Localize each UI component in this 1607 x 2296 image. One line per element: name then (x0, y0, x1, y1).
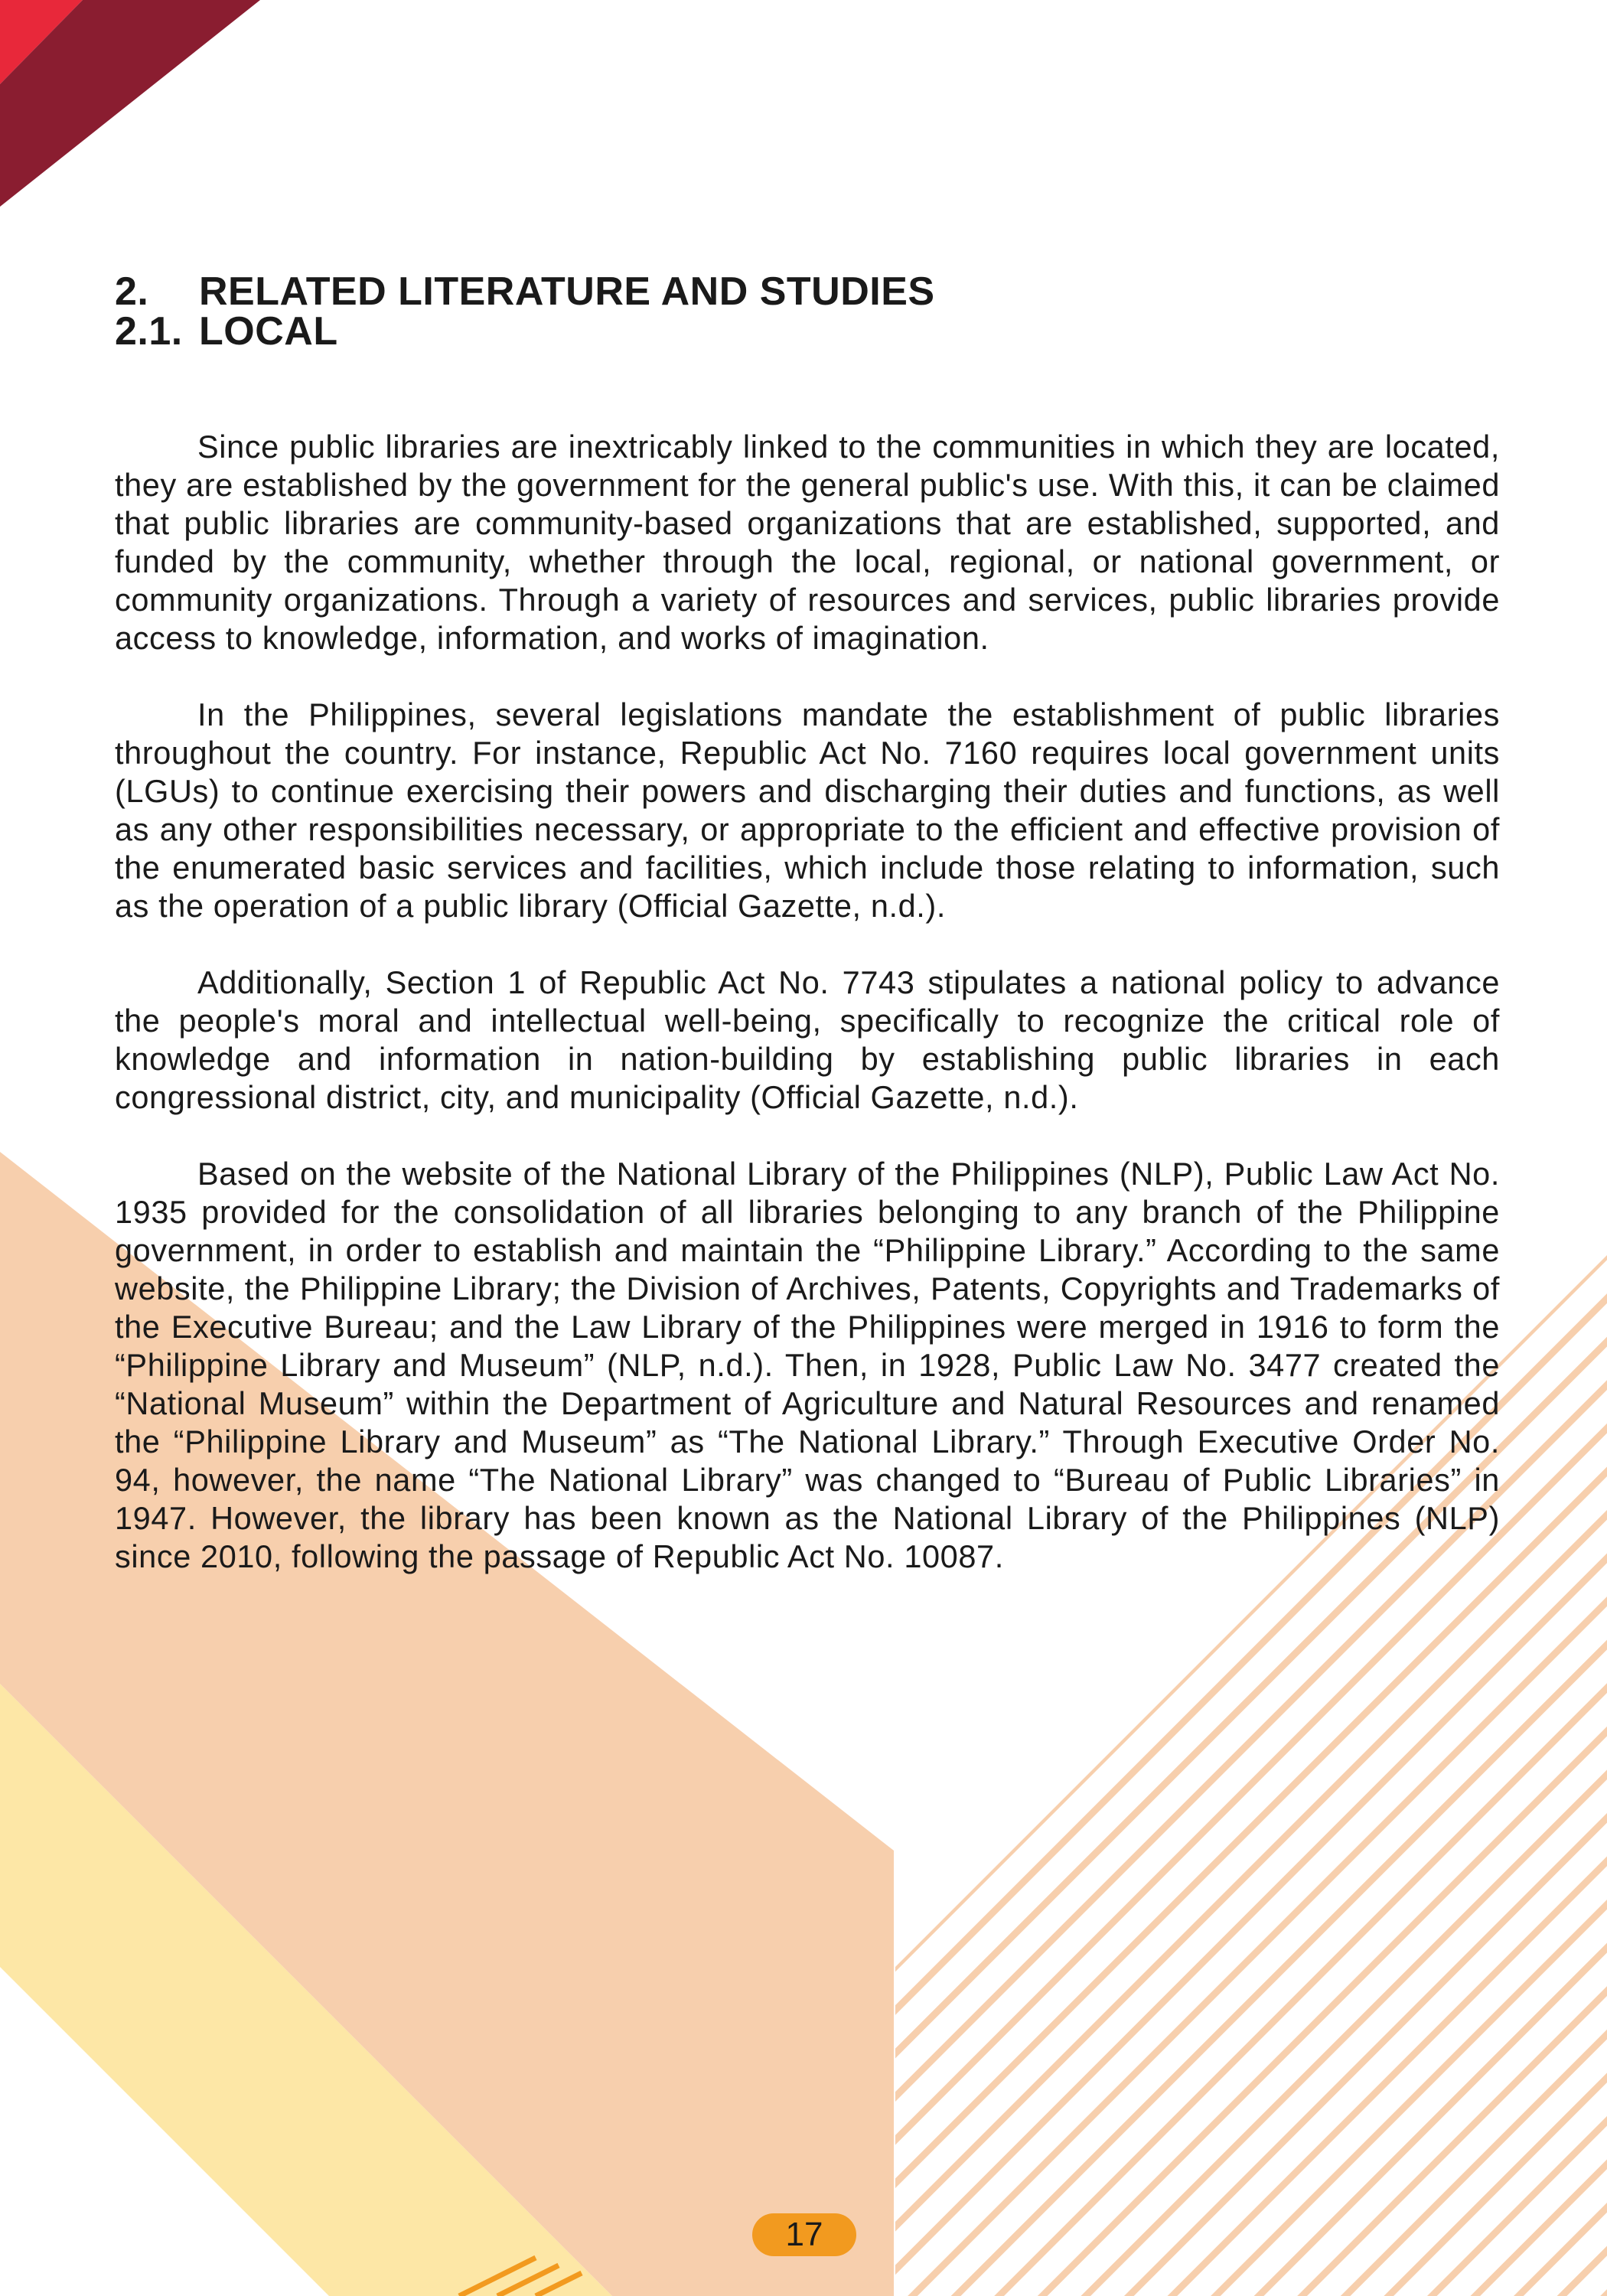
paragraph-4: Based on the website of the National Library of the Philippines (NLP), Public Law Act No. 1935 provided for the consolidation of all libraries belonging to any branch of the Philippine government, in order to establish and maintain the “Philippine Library.” According to the same website, the Philippine Library; the Division of Archives, Patents, Copyrights and Trademarks of the Executive Bureau; and the Law Library of the Philippines were merged in 1916 to form the “Philippine Library and Museum” (NLP, n.d.). Then, in 1928, Public Law No. 3477 created the “National Museum” within the Department of Agriculture and Natural Resources and renamed the “Philippine Library and Museum” as “The National Library.” Through Executive Order No. 94, however, the name “The National Library” was changed to “Bureau of Public Libraries” in 1947. However, the library has been known as the National Library of the Philippines (NLP) since 2010, following the passage of Republic Act No. 10087. (115, 1156, 1500, 1574)
paragraph-2: In the Philippines, several legislations mandate the establishment of public libraries throughout the country. For instance, Republic Act No. 7160 requires local government units (LGUs) to continue exercising their powers and discharging their duties and functions, as well as any other responsibilities necessary, or appropriate to the efficient and effective provision of the enumerated basic services and facilities, which include those relating to information, such as the operation of a public library (Official Gazette, n.d.). (115, 696, 1500, 924)
body-text (115, 428, 1500, 1576)
section-title: RELATED LITERATURE AND STUDIES (199, 269, 935, 314)
paragraph-3: Additionally, Section 1 of Republic Act No. 7743 stipulates a national policy to advance the people's moral and intellectual well-being, specifically to recognize the critical role of knowledge and information in nation-building by establishing public libraries in each congressional district, city, and municipality (Official Gazette, n.d.). (115, 964, 1500, 1115)
subsection-heading (115, 309, 1500, 354)
section-number: 2. (115, 269, 149, 314)
paragraph-1: Since public libraries are inextricably linked to the communities in which they are located, they are established by the government for the general public's use. With this, it can be claimed that public libraries are community-based organizations that are established, supported, and funded by the community, whether through the local, regional, or national government, or community organizations. Through a variety of resources and services, public libraries provide access to knowledge, information, and works of imagination. (115, 429, 1500, 656)
subsection-number: 2.1. (115, 309, 183, 354)
page-number-badge: 17 (752, 2213, 856, 2256)
section-heading (115, 269, 1500, 314)
page-content (115, 269, 1500, 1614)
subsection-title: LOCAL (199, 309, 338, 354)
